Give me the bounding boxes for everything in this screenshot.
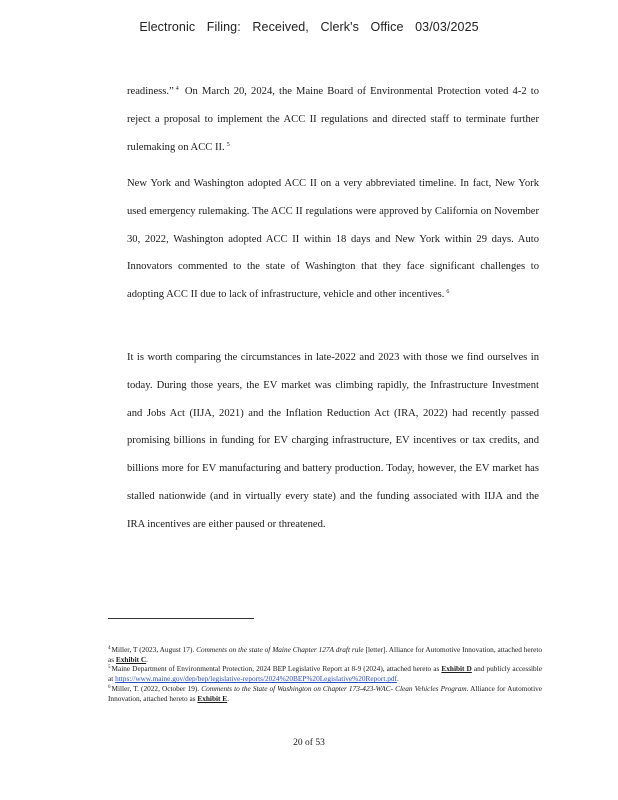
footnotes — [108, 645, 542, 703]
footnote-title: Comments to the State of Washington on Chapter 173-423-WAC- Clean Vehicles Program — [201, 683, 467, 693]
report-link[interactable]: https://www.maine.gov/dep/bep/legislative-reports/2024%20BEP%20Legislative%20Report.pdf — [115, 674, 397, 684]
footnote-text: . — [227, 693, 229, 703]
exhibit-c-label: Exhibit C — [115, 654, 147, 664]
footnote-text: and publicly accessible at — [108, 664, 542, 684]
paragraph-text: On March 20, 2024, the Maine Board of Environmental Protection voted 4-2 to reject a proposal to implement the ACC II regulations and directed staff to terminate further rulemaking on ACC II. — [127, 86, 539, 153]
footnote-title: Comments on the state of Maine Chapter 127A draft rule — [196, 645, 364, 654]
paragraph-text: readiness.” — [127, 86, 174, 97]
page-number: 20 of 53 — [293, 738, 325, 748]
footnote-text: . — [396, 674, 399, 684]
footnote-text: Maine Department of Environmental Protection, 2024 BEP Legislative Report at 8-9 (2024), attached hereto as — [111, 664, 440, 674]
footnote-ref[interactable]: 4 — [175, 86, 179, 92]
footnote-text: . — [146, 654, 148, 664]
footnote-ref[interactable]: 5 — [226, 141, 230, 148]
footnote-text: . Alliance for Automotive Innovation, attached hereto as — [108, 683, 543, 703]
footnote-text: Miller, T (2023, August 17). — [111, 645, 195, 654]
exhibit-d-label: Exhibit D — [441, 664, 472, 674]
footnote-divider — [108, 618, 254, 619]
body-paragraph-3 — [127, 344, 539, 539]
footnote-number: 5 — [108, 665, 111, 671]
footnote-text: Miller, T. (2022, October 19). — [111, 683, 200, 693]
footnote-4 — [108, 645, 542, 664]
paragraph-text: It is worth comparing the circumstances in late-2022 and 2023 with those we find ourselves in today. During those years, the EV market was climbing rapidly, the Infrastructure Investment and Jobs Act (IIJA, 2021) and the Inflation Reduction Act (IRA, 2022) had recently passed promising billions in funding for EV charging infrastructure, EV incentives or tax credits, and billions more for EV manufacturing and battery production. Today, however, the EV market has stalled nationwide (and in virtually every state) and the funding associated with IIJA and the IRA incentives are either paused or threatened. — [127, 352, 539, 530]
filing-stamp-header: Electronic Filing: Received, Clerk's Office 03/03/2025 — [139, 20, 479, 34]
footnote-number: 6 — [108, 684, 111, 690]
footnote-ref[interactable]: 6 — [446, 289, 450, 296]
footnote-text: [letter]. Alliance for Automotive Innovation, attached hereto as — [108, 645, 543, 664]
footnote-number: 4 — [108, 646, 111, 651]
paragraph-text: New York and Washington adopted ACC II on a very abbreviated timeline. In fact, New York used emergency rulemaking. The ACC II regulations were approved by California on November 30, 2022, Washington adopted ACC II within 18 days and New York within 29 days. Auto Innovators commented to the state of Washington that they face significant challenges to adopting ACC II due to lack of infrastructure, vehicle and other incentives. — [127, 178, 539, 301]
footnote-5 — [108, 664, 542, 683]
exhibit-e-label: Exhibit E — [197, 693, 228, 703]
body-paragraph-1 — [127, 78, 539, 161]
body-paragraph-2 — [127, 170, 539, 309]
footnote-6 — [108, 684, 542, 703]
